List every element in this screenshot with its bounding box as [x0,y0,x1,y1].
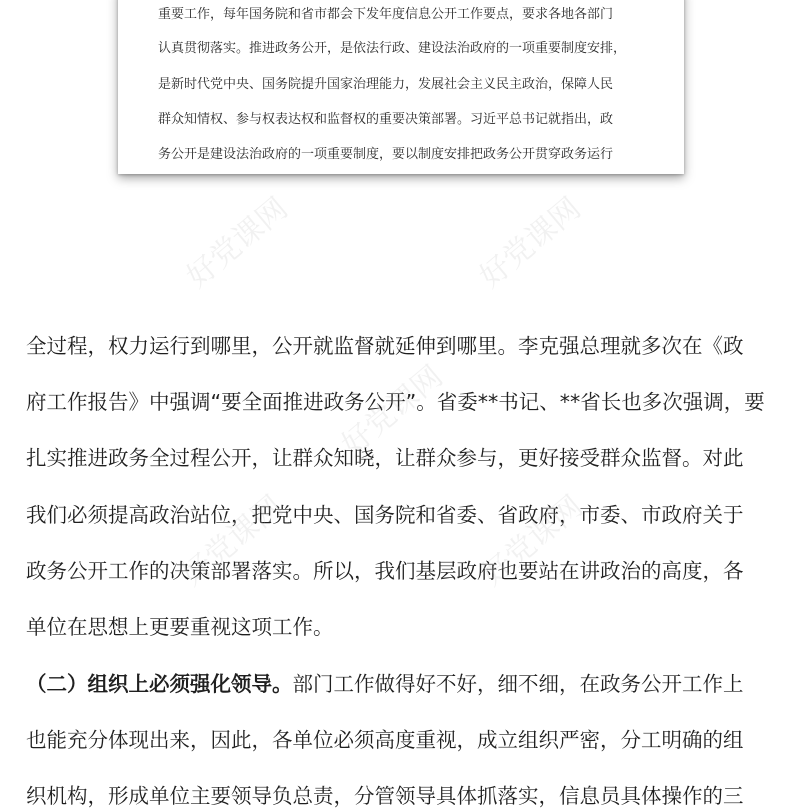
watermark-text: 好党课网 [180,190,295,295]
preview-line: 务公开是建设法治政府的一项重要制度，要以制度安排把政务公开贯穿政务运行 [158,147,614,162]
body-line: 政务公开工作的决策部署落实。所以，我们基层政府也要站在讲政治的高度，各 [26,559,744,583]
section-heading: （二）组织上必须强化领导。 [26,672,293,696]
body-line: 全过程，权力运行到哪里，公开就监督就延伸到哪里。李克强总理就多次在《政 [26,334,744,358]
body-line: 也能充分体现出来，因此，各单位必须高度重视，成立组织严密，分工明确的组 [26,728,744,752]
preview-line: 重要工作，每年国务院和省市都会下发年度信息公开工作要点，要求各地各部门 [158,7,614,22]
section-text: 部门工作做得好不好，细不细，在政务公开工作上 [292,672,744,696]
document-preview-card [118,0,684,174]
body-line: 扎实推进政务全过程公开，让群众知晓，让群众参与，更好接受群众监督。对此 [26,446,744,470]
preview-line: 是新时代党中央、国务院提升国家治理能力，发展社会主义民主政治，保障人民 [158,77,614,92]
watermark-text: 好党课网 [335,358,450,463]
watermark-text: 好党课网 [175,488,290,593]
section-paragraph-start [26,669,778,699]
body-line: 我们必须提高政治站位，把党中央、国务院和省委、省政府，市委、市政府关于 [26,503,744,527]
preview-line: 认真贯彻落实。推进政务公开，是依法行政、建设法治政府的一项重要制度安排， [158,41,627,56]
watermark-text: 好党课网 [475,488,590,593]
watermark-text: 好党课网 [473,190,588,295]
body-line: 织机构，形成单位主要领导负总责，分管领导具体抓落实，信息员具体操作的三 [26,784,744,808]
preview-line: 群众知情权、参与权表达权和监督权的重要决策部署。习近平总书记就指出，政 [158,112,614,127]
body-line: 单位在思想上更要重视这项工作。 [26,615,334,639]
body-line: 府工作报告》中强调“要全面推进政务公开”。省委**书记、**省长也多次强调，要 [26,390,765,414]
